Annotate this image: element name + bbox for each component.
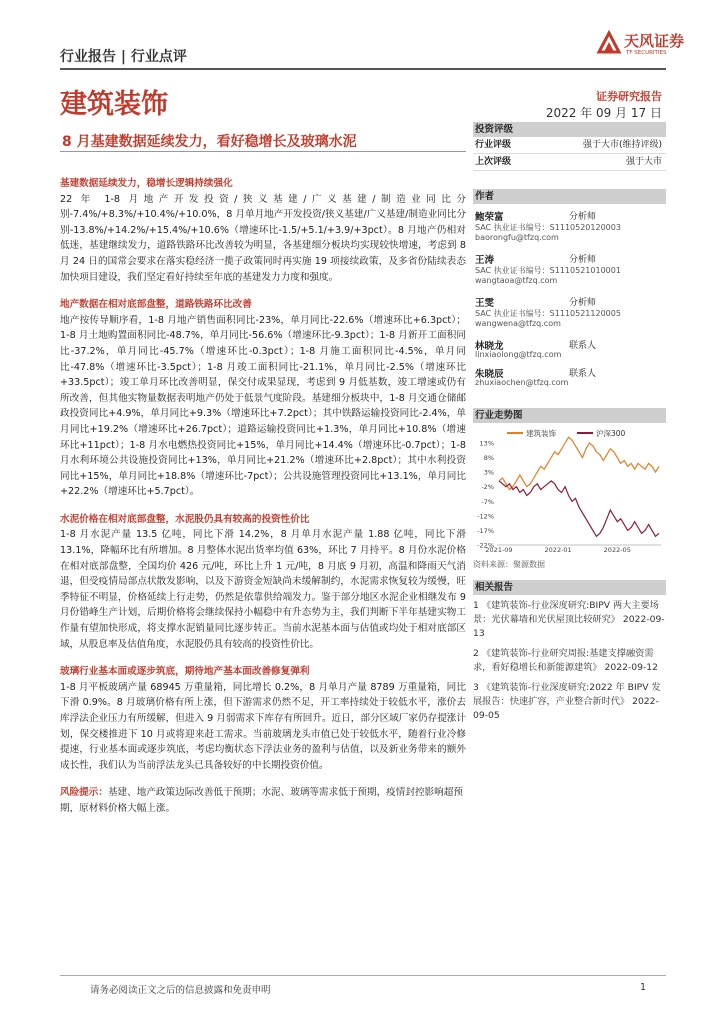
section-heading: 基建数据延续发力，稳增长逻辑持续强化 bbox=[60, 178, 233, 189]
y-tick-label: 8% bbox=[483, 454, 494, 463]
industry-trend-chart bbox=[473, 423, 666, 553]
chart-legend bbox=[507, 428, 626, 438]
company-logo bbox=[596, 28, 685, 66]
rating-row bbox=[473, 154, 666, 171]
author-role: 分析师 bbox=[569, 298, 597, 308]
trend-title: 行业走势图 bbox=[473, 408, 666, 423]
risk-section bbox=[60, 785, 466, 816]
footer-disclaimer: 请务必阅读正文之后的信息披露和免责申明 bbox=[90, 985, 271, 996]
page-number: 1 bbox=[640, 982, 647, 993]
y-tick-label: -2% bbox=[481, 483, 494, 492]
trend-chart-svg bbox=[473, 423, 666, 553]
contact-role: 联系人 bbox=[569, 369, 597, 379]
author-entry bbox=[473, 252, 666, 295]
author-name: 王涛 bbox=[475, 255, 495, 266]
section-3 bbox=[60, 512, 466, 652]
series-line-1 bbox=[499, 481, 659, 536]
author-role: 分析师 bbox=[569, 255, 597, 265]
title-bar bbox=[60, 131, 466, 152]
footer-divider bbox=[60, 975, 666, 976]
y-tick-label: -17% bbox=[477, 526, 494, 535]
section-1 bbox=[60, 176, 466, 285]
report-title: 8 月基建数据延续发力，看好稳增长及玻璃水泥 bbox=[62, 134, 357, 150]
author-sac: SAC 执业证书编号：S1110521120005 bbox=[475, 309, 621, 318]
logo-mark-icon bbox=[596, 30, 622, 56]
industry-name: 建筑装饰 bbox=[60, 89, 168, 120]
related-report-1[interactable]: 1 《建筑装饰-行业深度研究:BIPV 两大主要场景：光伏幕墙和光伏屋顶比较研究》 2022-09-13 bbox=[473, 600, 665, 639]
authors-title: 作者 bbox=[473, 189, 666, 204]
chart-lines bbox=[499, 437, 659, 536]
contact-name: 朱晓辰 bbox=[475, 369, 504, 380]
author-name: 鲍荣富 bbox=[475, 212, 504, 223]
section-2 bbox=[60, 297, 466, 500]
y-tick-label: -7% bbox=[481, 497, 494, 506]
sidebar bbox=[473, 122, 666, 729]
legend-label-1: 沪深300 bbox=[596, 429, 626, 438]
section-body: 地产按传导顺序看，1-8 月地产销售面积同比-23%，单月同比-22.6%（增速环比+6.3pct）；1-8 月土地购置面积同比-48.7%，单月同比-56.6%（增速环比-9.3pct）；1-8 月新开工面积同比-37.2%，单月同比-45.7%（增速环比-0.3pct）；1-8 月施工面积同比-4.5%，单月同比-47.8%（增速环比-3.5pct）；1-8 月竣工面积同比-21.1%，单月同比-2.5%（增速环比+33.5pct）；竣工单月环比改善明显，保交付成果显现，考虑到 9 月低基数，竣工增速或仍有所改善，但其他实物量数据表明地产仍处于低景气度阶段。基建细分板块中，1-8 月交通仓储邮政投资同比+4.9%，单月同比+9.3%（增速环比+7.2pct）；其中铁路运输投资同比-2.4%，单月同比+19.2%（增速环比+26.7pct）；道路运输投资同比+1.3%，单月同比+10.8%（增速环比+11pct）；1-8 月水电燃热投资同比+15%，单月同比+14.4%（增速环比-0.7pct）；1-8 月水利环境公共设施投资同比+13%，单月同比+21.2%（增速环比+2.8pct）；其中水利投资同比+15%，单月同比+18.8%（增速环比-7pct）；公共设施管理投资同比+13.1%，单月同比+22.2%（增速环比+5.7pct）。 bbox=[60, 314, 466, 498]
rating-row bbox=[473, 137, 666, 154]
author-entry bbox=[473, 209, 666, 252]
author-sac: SAC 执业证书编号：S1110520120003 bbox=[475, 223, 621, 232]
main-content bbox=[60, 176, 466, 817]
section-heading: 水泥价格在相对底部盘整，水泥股仍具有较高的投资性价比 bbox=[60, 513, 310, 525]
rating-label: 行业评级 bbox=[475, 140, 512, 150]
contact-email[interactable]: zhuxiaochen@tfzq.com bbox=[475, 378, 569, 387]
risk-heading: 风险提示： bbox=[60, 787, 108, 799]
logo-name-cn: 天风证券 bbox=[624, 32, 685, 50]
report-date: 2022 年 09 月 17 日 bbox=[545, 106, 662, 120]
author-sac: SAC 执业证书编号：S1110521010001 bbox=[475, 266, 621, 275]
section-body: 1-8 月水泥产量 13.5 亿吨，同比下滑 14.2%，8 月单月水泥产量 1.88 亿吨，同比下滑 13.1%，降幅环比有所增加。8 月整体水泥出货率均值 63%，环比 7 月持平。8 月份水泥价格在相对底部盘整，全国均价 426 元/吨，环比上升 1 元/吨，8 月底 9 月初，高温和降雨天气消退，但受疫情局部点状散发影响，以及下游资金短缺尚未缓解制约，水泥需求恢复较为缓慢，旺季特征不明显，价格延续上行走势，仍然是依靠供给端发力。鉴于部分地区水泥企业相继发布 9 月份错峰生产计划，后期价格将会继续保持小幅稳中有升态势为主，我们判断下半年基建实物工作量有望加快形成，将支撑水泥销量同比逐步转正。当前水泥基本面与估值或均处于相对底部区域，从股息率及估值角度，水泥股仍具有较高的投资性价比。 bbox=[60, 529, 466, 650]
rating-value: 强于大市 bbox=[625, 157, 662, 167]
contact-entry bbox=[473, 366, 666, 394]
author-entry bbox=[473, 295, 666, 338]
rating-title: 投资评级 bbox=[473, 122, 666, 137]
section-4 bbox=[60, 664, 466, 773]
report-type: 证券研究报告 bbox=[596, 90, 662, 103]
x-tick-label: 2022-05 bbox=[603, 546, 631, 553]
header-divider bbox=[60, 68, 666, 70]
report-category: 行业报告 | 行业点评 bbox=[60, 49, 187, 65]
risk-body: 基建、地产政策边际改善低于预期；水泥、玻璃等需求低于预期，疫情封控影响超预期，原材料价格大幅上涨。 bbox=[60, 787, 463, 814]
author-email[interactable]: baorongfu@tfzq.com bbox=[475, 233, 559, 242]
author-email[interactable]: wangtaoa@tfzq.com bbox=[475, 276, 558, 285]
section-heading: 地产数据在相对底部盘整，道路铁路环比改善 bbox=[60, 299, 252, 311]
chart-source: 资料来源：聚源数据 bbox=[473, 560, 545, 569]
section-body: 22 年 1-8 月地产开发投资/狭义基建/广义基建/制造业同比分别-7.4%/+8.3%/+10.4%/+10.0%，8 月单月地产开发投资/狭义基建/广义基建/制造业同比分别-13.8%/+14.2%/+15.4%/+10.6%（增速环比-1.5/+5.1/+3.9/+3pct）。8 月地产仍相对低迷，基建继续发力，道路铁路环比改善较为明显，各基建细分板块均实现较快增速，考虑到 8 月 24 日的国常会要求在落实稳经济一揽子政策同时再实施 19 项接续政策，及多省份陆续表态加快项目建设，我们坚定看好持续至年底的基建发力力度和强度。 bbox=[60, 193, 466, 283]
x-tick-label: 2021-09 bbox=[485, 546, 513, 553]
x-tick-label: 2022-01 bbox=[544, 546, 572, 553]
related-title: 相关报告 bbox=[473, 580, 666, 595]
y-tick-label: 13% bbox=[479, 439, 494, 448]
contact-name: 林晓龙 bbox=[475, 341, 504, 352]
y-tick-label: -12% bbox=[477, 512, 494, 521]
logo-name-en: TF SECURITIES bbox=[626, 50, 667, 56]
related-report-3[interactable]: 3 《建筑装饰-行业深度研究:2022 年 BIPV 发展报告：快速扩容，产业整合新时代》 2022-09-05 bbox=[473, 682, 661, 721]
author-name: 王雯 bbox=[475, 298, 495, 309]
contact-email[interactable]: linxiaolong@tfzq.com bbox=[475, 350, 562, 359]
rating-label: 上次评级 bbox=[475, 157, 512, 167]
rating-value: 强于大市(维持评级) bbox=[582, 140, 662, 150]
author-email[interactable]: wangwena@tfzq.com bbox=[475, 319, 561, 328]
y-tick-label: 3% bbox=[483, 468, 494, 477]
related-report-2[interactable]: 2 《建筑装饰-行业研究周报:基建支撑融资需求，看好稳增长和新能源建筑》 2022-09-12 bbox=[473, 648, 658, 673]
legend-label-0: 建筑装饰 bbox=[526, 429, 556, 438]
series-line-0 bbox=[499, 437, 659, 489]
section-heading: 玻璃行业基本面或逐步筑底，期待地产基本面改善修复弹利 bbox=[60, 666, 310, 678]
section-body: 1-8 月平板玻璃产量 68945 万重量箱，同比增长 0.2%，8 月单月产量 8789 万重量箱，同比下滑 0.9%。8 月玻璃价格有所上涨，但下游需求仍然不足，开工率持续处于较低水平，涨价去库浮法企业压力有所缓解，但进入 9 月弱需求下库存有所回升。近日，部分区域厂家仍存提涨计划，保交楼推进下 10 月或将迎来赶工需求。当前玻璃龙头市值已处于较低水平，随着行业冷修提速，行业基本面或逐步筑底，考虑均衡状态下浮法业务的盈利与估值，以及新业务带来的额外成长性，我们认为当前浮法龙头已具备较好的中长期投资价值。 bbox=[60, 681, 466, 771]
contact-role: 联系人 bbox=[569, 341, 597, 351]
contact-entry bbox=[473, 338, 666, 366]
y-tick-label: -22% bbox=[477, 541, 494, 550]
author-role: 分析师 bbox=[569, 212, 597, 222]
